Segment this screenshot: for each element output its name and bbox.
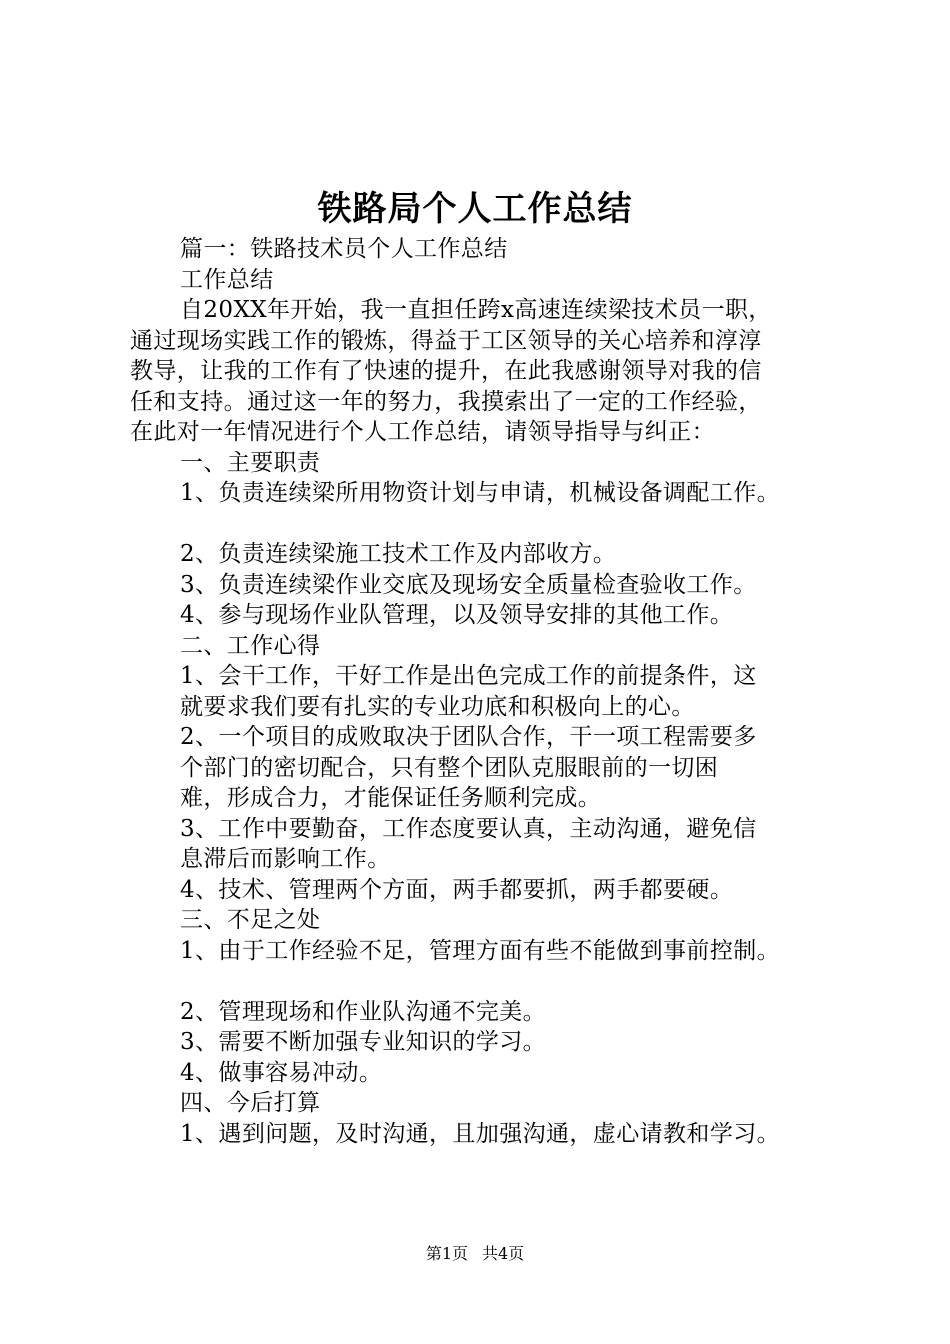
text-line: 二、工作心得	[180, 632, 321, 659]
text-line: 4、参与现场作业队管理，以及领导安排的其他工作。	[180, 602, 734, 628]
text-line: 息滞后而影响工作。	[180, 846, 391, 872]
text-line: 2、管理现场和作业队沟通不完美。	[180, 998, 547, 1025]
text-line: 四、今后打算	[180, 1090, 321, 1116]
text-line: 就要求我们要有扎实的专业功底和积极向上的心。	[180, 693, 695, 720]
text-line: 1、会干工作，干好工作是出色完成工作的前提条件，这	[180, 663, 757, 689]
text-line: 个部门的密切配合，只有整个团队克服眼前的一切困	[180, 754, 719, 781]
text-line: 自20XX年开始，我一直担任跨x高速连续梁技术员一职，	[180, 297, 772, 323]
text-line: 难，形成合力，才能保证任务顺利完成。	[180, 785, 602, 811]
page-number: 第1页	[425, 1244, 468, 1263]
document-title: 铁路局个人工作总结	[317, 189, 633, 229]
text-line: 1、遇到问题，及时沟通，且加强沟通，虚心请教和学习。	[180, 1120, 781, 1147]
text-line: 篇一：铁路技术员个人工作总结	[180, 236, 508, 262]
text-line: 一、主要职责	[180, 449, 321, 476]
blank-line	[130, 966, 850, 997]
text-line: 在此对一年情况进行个人工作总结，请领导指导与纠正：	[130, 419, 715, 445]
text-line: 通过现场实践工作的锻炼，得益于工区领导的关心培养和淳淳	[130, 327, 762, 354]
text-line: 1、由于工作经验不足，管理方面有些不能做到事前控制。	[180, 937, 781, 964]
text-line: 2、负责连续梁施工技术工作及内部收方。	[180, 541, 617, 567]
text-line: 1、负责连续梁所用物资计划与申请，机械设备调配工作。	[180, 480, 781, 506]
text-line: 3、负责连续梁作业交底及现场安全质量检查验收工作。	[180, 571, 757, 598]
text-line: 2、一个项目的成败取决于团队合作，干一项工程需要多	[180, 724, 757, 750]
text-line: 3、需要不断加强专业知识的学习。	[180, 1029, 547, 1055]
text-line: 3、工作中要勤奋，工作态度要认真，主动沟通，避免信	[180, 815, 757, 842]
blank-line	[130, 509, 850, 540]
text-line: 三、不足之处	[180, 907, 321, 933]
document-body	[130, 234, 850, 1149]
page-footer	[0, 1242, 950, 1266]
text-line: 4、做事容易冲动。	[180, 1059, 383, 1086]
text-line: 教导，让我的工作有了快速的提升，在此我感谢领导对我的信	[130, 358, 762, 384]
text-line: 任和支持。通过这一年的努力，我摸索出了一定的工作经验，	[130, 388, 762, 415]
text-line: 4、技术、管理两个方面，两手都要抓，两手都要硬。	[180, 876, 734, 903]
page-total: 共4页	[482, 1244, 525, 1263]
text-line: 工作总结	[180, 266, 274, 293]
